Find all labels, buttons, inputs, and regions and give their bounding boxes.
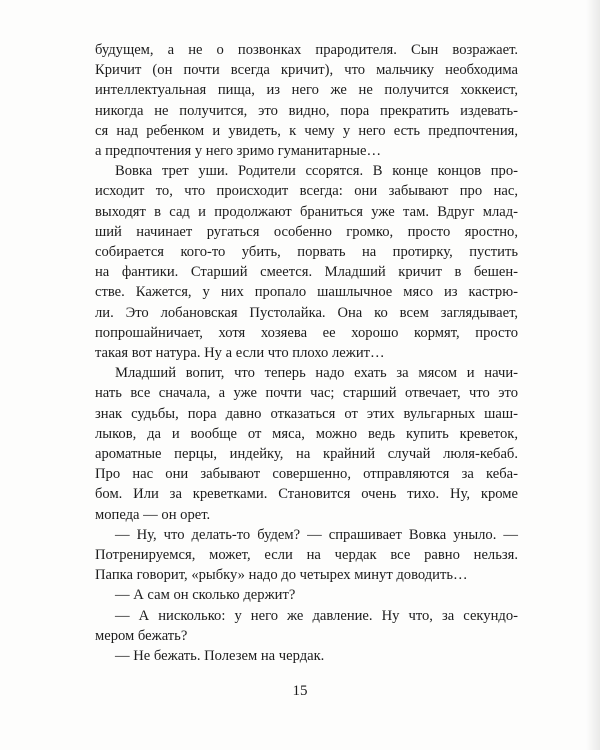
text-line: Младший вопит, что теперь надо ехать за мясом и начи- bbox=[115, 365, 518, 382]
text-line: бом. Или за креветками. Становится очень тихо. Ну, кроме bbox=[95, 486, 518, 503]
text-line: Про нас они забывают совершенно, отправляются за кеба- bbox=[95, 466, 518, 483]
text-line: мопеда — он орет. bbox=[95, 506, 211, 523]
text-line: никогда не получится, это видно, пора прекратить издевать- bbox=[95, 102, 518, 119]
text-line: исходит то, что происходит всегда: они забывают про нас, bbox=[95, 183, 518, 200]
text-line: — А сам он сколько держит? bbox=[115, 587, 296, 604]
body-text bbox=[95, 40, 518, 666]
text-line: — Не бежать. Полезем на чердак. bbox=[115, 648, 325, 665]
text-line: стве. Кажется, у них пропало шашлычное мясо из кастрю- bbox=[95, 284, 518, 301]
page-edge-shadow bbox=[586, 0, 600, 750]
text-line: такая вот натура. Ну а если что плохо лежит… bbox=[95, 345, 385, 362]
text-line: попрошайничает, хотя хозяева ее хорошо кормят, просто bbox=[95, 324, 518, 341]
text-line: выходят в сад и продолжают браниться уже там. Вдруг млад- bbox=[95, 203, 518, 220]
text-line: ший начинает ругаться особенно громко, просто яростно, bbox=[95, 223, 518, 240]
text-line: Вовка трет уши. Родители ссорятся. В конце концов про- bbox=[115, 163, 518, 180]
text-line: ли. Это лобановская Пустолайка. Она ко всем заглядывает, bbox=[95, 304, 518, 321]
text-line: нать все сначала, а уже почти час; старший отвечает, что это bbox=[95, 385, 518, 402]
text-line: ся над ребенком и увидеть, к чему у него есть предпочтения, bbox=[95, 122, 518, 139]
text-line: интеллектуальная пища, из него же не получится хоккеист, bbox=[95, 82, 518, 99]
text-line: — А нисколько: у него же давление. Ну что, за секундо- bbox=[115, 607, 518, 624]
text-line: лыков, да и вообще от мяса, можно ведь купить креветок, bbox=[95, 425, 518, 442]
text-line: Потренируемся, может, если на чердак все равно нельзя. bbox=[95, 547, 518, 564]
text-line: собирается кого-то убить, порвать на протирку, пустить bbox=[95, 244, 518, 261]
text-line: а предпочтения у него зримо гуманитарные… bbox=[95, 143, 382, 160]
text-line: знак судьбы, пора давно отказаться от этих вульгарных шаш- bbox=[95, 405, 518, 422]
text-line: ароматные перцы, индейку, на крайний случай люля-кебаб. bbox=[95, 446, 518, 463]
text-line: Кричит (он почти всегда кричит), что мальчику необходима bbox=[95, 62, 518, 79]
text-line: Папка говорит, «рыбку» надо до четырех минут доводить… bbox=[95, 567, 468, 584]
text-line: мером бежать? bbox=[95, 627, 188, 644]
text-line: на фантики. Старший смеется. Младший кричит в бешен- bbox=[95, 264, 518, 281]
text-line: будущем, а не о позвонках прародителя. Сын возражает. bbox=[95, 42, 518, 58]
page-number: 15 bbox=[292, 683, 308, 699]
text-line: — Ну, что делать-то будем? — спрашивает Вовка уныло. — bbox=[115, 526, 518, 543]
